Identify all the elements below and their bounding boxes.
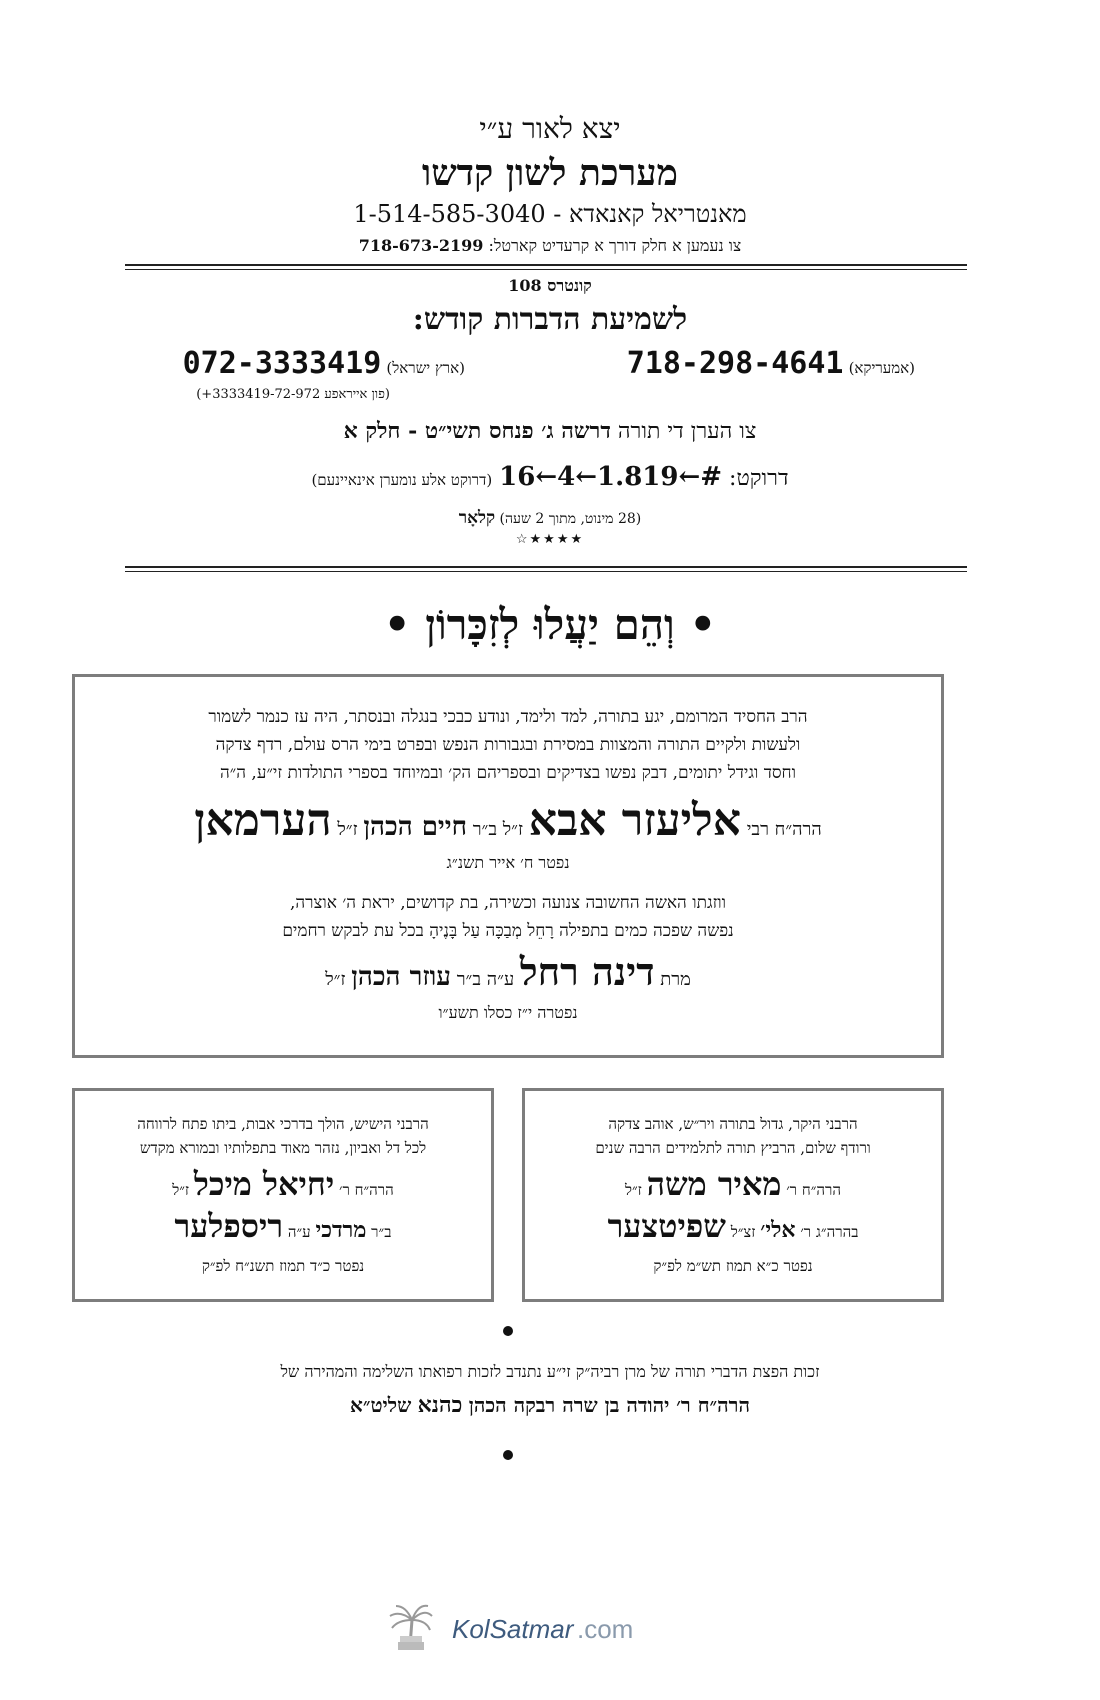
usa-label: (אמעריקא) [848, 359, 915, 377]
publisher-name: מערכת לשון קדשו [421, 152, 678, 194]
main-text-line-4: ווזגתו האשה החשובה צנועה וכשירה, בת קדושים, יראת ה׳ אוצרה, [289, 893, 727, 913]
dial-note: (דרוקט אלע נומערן אינאיינעם) [311, 471, 493, 489]
divider-bottom [125, 566, 967, 572]
name2-line [75, 949, 941, 995]
published-by: יצא לאור ע״י [479, 112, 621, 145]
right-text-line-2: ורודף שלום, הרביץ תורה לתלמידים הרבה שנים [595, 1139, 871, 1157]
dedication-suffix: שליט״א [350, 1393, 412, 1417]
main-text-line-2: ולעשות ולקיים התורה והמצוות במסירת ובגבורות הנפש ובפרט בימי הרס עולם, רדף צדקה [215, 735, 801, 755]
left-father-zl: ע״ה [287, 1223, 311, 1241]
name1-zl: ז״ל [337, 819, 358, 840]
memorial-title: • וְהֵם יַעֲלוּ לְזִכָּרוֹן • [383, 600, 717, 649]
drasha-prefix: צו הערן די תורה [617, 419, 757, 444]
name2-zl: ז״ל [325, 969, 346, 990]
dedication-family: כהנא [417, 1392, 463, 1418]
drasha-line [0, 418, 1100, 444]
israel-phone-block [183, 346, 465, 381]
name2-mid: ע״ה ב״ר [456, 969, 515, 990]
duration-line [0, 508, 1100, 528]
name1-mid: ז״ל ב״ר [472, 819, 524, 840]
left-name-prefix: הרה״ח ר׳ [339, 1181, 394, 1199]
brand-domain: .com [577, 1614, 634, 1644]
credit-card-phone: 718-673-2199 [358, 236, 484, 255]
listen-title: לשמיעת הדברות קודש: [412, 302, 688, 337]
right-name-zl: ז״ל [624, 1181, 642, 1199]
main-text-line-3: וחסד וגידל יתומים, דבק נפשו בצדיקים ובספריהם הק׳ ובמיוחד בספרי התולדות זי״ע, ה״ה [220, 763, 796, 783]
europe-note: (פון אייראפע 3333419-72-972+) [196, 387, 390, 402]
right-family: שפיטצער [607, 1207, 726, 1245]
main-memorial-box [72, 674, 944, 1058]
left-name-main: יחיאל מיכל [193, 1165, 335, 1203]
drasha-title: דרשה ג׳ פנחס תשי״ט - חלק א [343, 418, 611, 444]
date1: נפטר ח׳ אייר תשנ״ג [446, 853, 570, 872]
name2-father: עוזר הכהן [351, 962, 451, 992]
credit-card-label: צו נעמען א חלק דורך א קרעדיט קארטל: [488, 236, 742, 255]
right-date: נפטר כ״א תמוז תש״מ לפ״ק [653, 1257, 813, 1275]
name1-line [75, 795, 941, 846]
bullet-dot-2 [503, 1450, 513, 1460]
right-memorial-box [522, 1088, 944, 1302]
name2-prefix: מרת [660, 969, 691, 990]
credit-card-line [0, 236, 1100, 256]
right-name-main: מאיר משה [646, 1165, 782, 1203]
divider-top [125, 264, 967, 270]
right-father-zl: זצ״ל [730, 1223, 756, 1241]
name1-prefix: הרה״ח רבי [746, 819, 822, 840]
left-text-line-1: הרבני הישיש, הולך בדרכי אבות, ביתו פתח לרווחה [137, 1115, 429, 1133]
left-memorial-box [72, 1088, 494, 1302]
rating-stars: ★★★★☆ [515, 532, 585, 547]
israel-phone: 072-3333419 [182, 346, 382, 381]
name1-family: הערמאן [194, 795, 332, 846]
usa-phone: 718-298-4641 [626, 346, 844, 381]
kolsatmar-logo [420, 1608, 720, 1658]
left-family: ריספלער [174, 1207, 284, 1245]
usa-phone-block [627, 346, 915, 381]
dedication-line-2 [0, 1392, 1100, 1418]
right-father-prefix: בהרה״ג ר׳ [800, 1223, 859, 1241]
left-father-line [75, 1207, 491, 1245]
main-text-line-1: הרב החסיד המרומם, יגע בתורה, למד ולימד, ונודע כבכי בנגלה ובנסתר, היה עז כנמר לשמור [208, 707, 808, 727]
name1-father: חיים הכהן [363, 812, 467, 842]
israel-label: (ארץ ישראל) [386, 359, 465, 377]
main-text-line-5: נפשה שפכה כמים בתפילה רָחֵל מְבַכָּה עַל בָּנֶיהָ בכל עת לבקש רחמים [282, 921, 734, 941]
brand-name: KolSatmar [452, 1614, 574, 1644]
left-name-zl: ז״ל [172, 1181, 190, 1199]
left-father-name: מרדכי [315, 1217, 367, 1243]
right-text-line-1: הרבני היקר, גדול בתורה ויר״ש, אוהב צדקה [608, 1115, 858, 1133]
dial-line [0, 462, 1100, 492]
right-name-line [525, 1165, 941, 1203]
left-father-prefix: ב״ר [371, 1223, 392, 1241]
left-text-line-2: לכל דל ואביון, נזהר מאוד בתפלותיו ובמורא מקדש [139, 1139, 427, 1157]
duration: (28 מינוט, מתוך 2 שעה) [499, 511, 642, 527]
palm-tree-icon [386, 1602, 436, 1652]
dial-label: דרוקט: [729, 466, 789, 491]
name2-main: דינה רחל [519, 949, 655, 994]
clarity: קלאָר [458, 508, 496, 528]
publisher-location-phone: מאנטריאל קאנאדא - 1-514-585-3040 [353, 200, 747, 228]
right-father-line [525, 1207, 941, 1245]
kuntres-number: קונטרס 108 [508, 276, 592, 295]
dedication-name: הרה״ח ר׳ יהודה בן שרה רבקה הכהן [468, 1393, 750, 1417]
name1-main: אליעזר אבא [528, 795, 741, 846]
dial-code: #←1.819←4←16 [499, 462, 723, 492]
right-father-name: אלי׳ [760, 1217, 796, 1243]
left-name-line [75, 1165, 491, 1203]
bullet-dot-1 [503, 1326, 513, 1336]
dedication-line-1: זכות הפצת הדברי תורה של מרן רביה״ק זי״ע נתנדב לזכות רפואתו השלימה והמהירה של [280, 1362, 820, 1381]
right-name-prefix: הרה״ח ר׳ [786, 1181, 842, 1199]
date2: נפטרה י״ז כסלו תשע״ו [438, 1003, 578, 1022]
left-date: נפטר כ״ד תמוז תשנ״ח לפ״ק [201, 1257, 365, 1275]
